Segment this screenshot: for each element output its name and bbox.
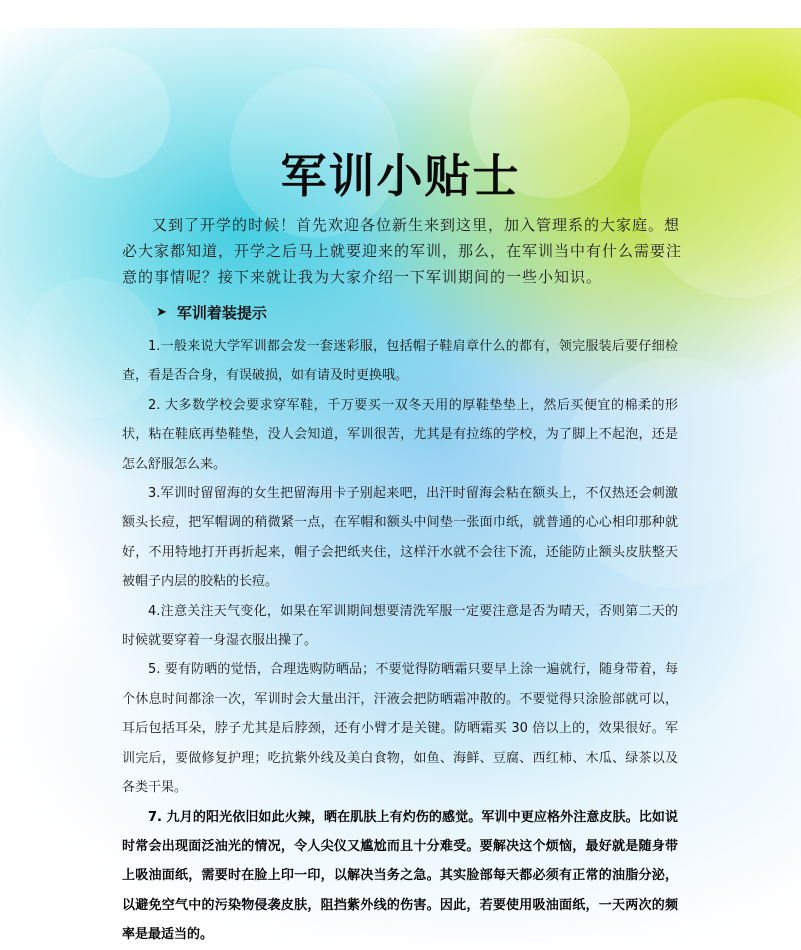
tip-item-3: 3.军训时留留海的女生把留海用卡子别起来吧，出汗时留海会粘在额头上，不仅热还会刺激额头长痘，把军帽调的稍微紧一点，在军帽和额头中间垫一张面巾纸，就普通的心心相印那种就好，不用特地打开再折起来，帽子会把纸夹住，这样汗水就不会往下流，还能防止额头皮肤整天被帽子内层的胶粘的长痘。 <box>122 486 678 590</box>
tip-item-7: 7. 九月的阳光依旧如此火辣，晒在肌肤上有灼伤的感觉。军训中更应格外注意皮肤。比如说时常会出现面泛油光的情况，令人尖仪又尴尬而且十分难受。要解决这个烦恼，最好就是随身带上吸油面纸，需要时在脸上印一印，以解决当务之急。其实脸部每天都必须有正常的油脂分泌，以避免空气中的污染物侵袭皮肤，阻挡紫外线的伤害。因此，若要使用吸油面纸，一天两次的频率是最适当的。 <box>122 809 678 943</box>
arrow-right-icon: ➤ <box>156 305 167 320</box>
section-heading <box>156 302 267 323</box>
tip-item-5: 5. 要有防晒的觉悟，合理选购防晒品；不要觉得防晒霜只要早上涂一遍就行，随身带着，每个休息时间都涂一次，军训时会大量出汗，汗液会把防晒霜冲散的。不要觉得只涂脸部就可以，耳后包括耳朵，脖子尤其是后脖颈，还有小臂才是关键。防晒霜买 30 倍以上的，效果很好。军训完后，要做修复护理；吃抗紫外线及美白食物，如鱼、海鲜、豆腐、西红柿、木瓜、绿茶以及各类干果。 <box>122 662 678 796</box>
intro-paragraph: 又到了开学的时候！首先欢迎各位新生来到这里，加入管理系的大家庭。想必大家都知道，开学之后马上就要迎来的军训，那么，在军训当中有什么需要注意的事情呢？接下来就让我为大家介绍一下军训期间的一些小知识。 <box>122 216 683 286</box>
tip-item-1: 1.一般来说大学军训都会发一套迷彩服，包括帽子鞋肩章什么的都有，领完服装后要仔细检查，看是否合身，有误破损，如有请及时更换哦。 <box>122 339 678 384</box>
tip-item-2: 2. 大多数学校会要求穿军鞋，千万要买一双冬天用的厚鞋垫垫上，然后买便宜的棉柔的形状，粘在鞋底再垫鞋垫，没人会知道，军训很苦，尤其是有拉练的学校，为了脚上不起泡，还是怎么舒服怎么来。 <box>122 397 678 472</box>
section-heading-text: 军训着装提示 <box>176 304 267 322</box>
page-title: 军训小贴士 <box>280 149 521 203</box>
tip-item-4: 4.注意关注天气变化，如果在军训期间想要清洗军服一定要注意是否为晴天，否则第二天的时候就要穿着一身湿衣服出操了。 <box>122 603 678 649</box>
tips-list <box>122 332 678 950</box>
